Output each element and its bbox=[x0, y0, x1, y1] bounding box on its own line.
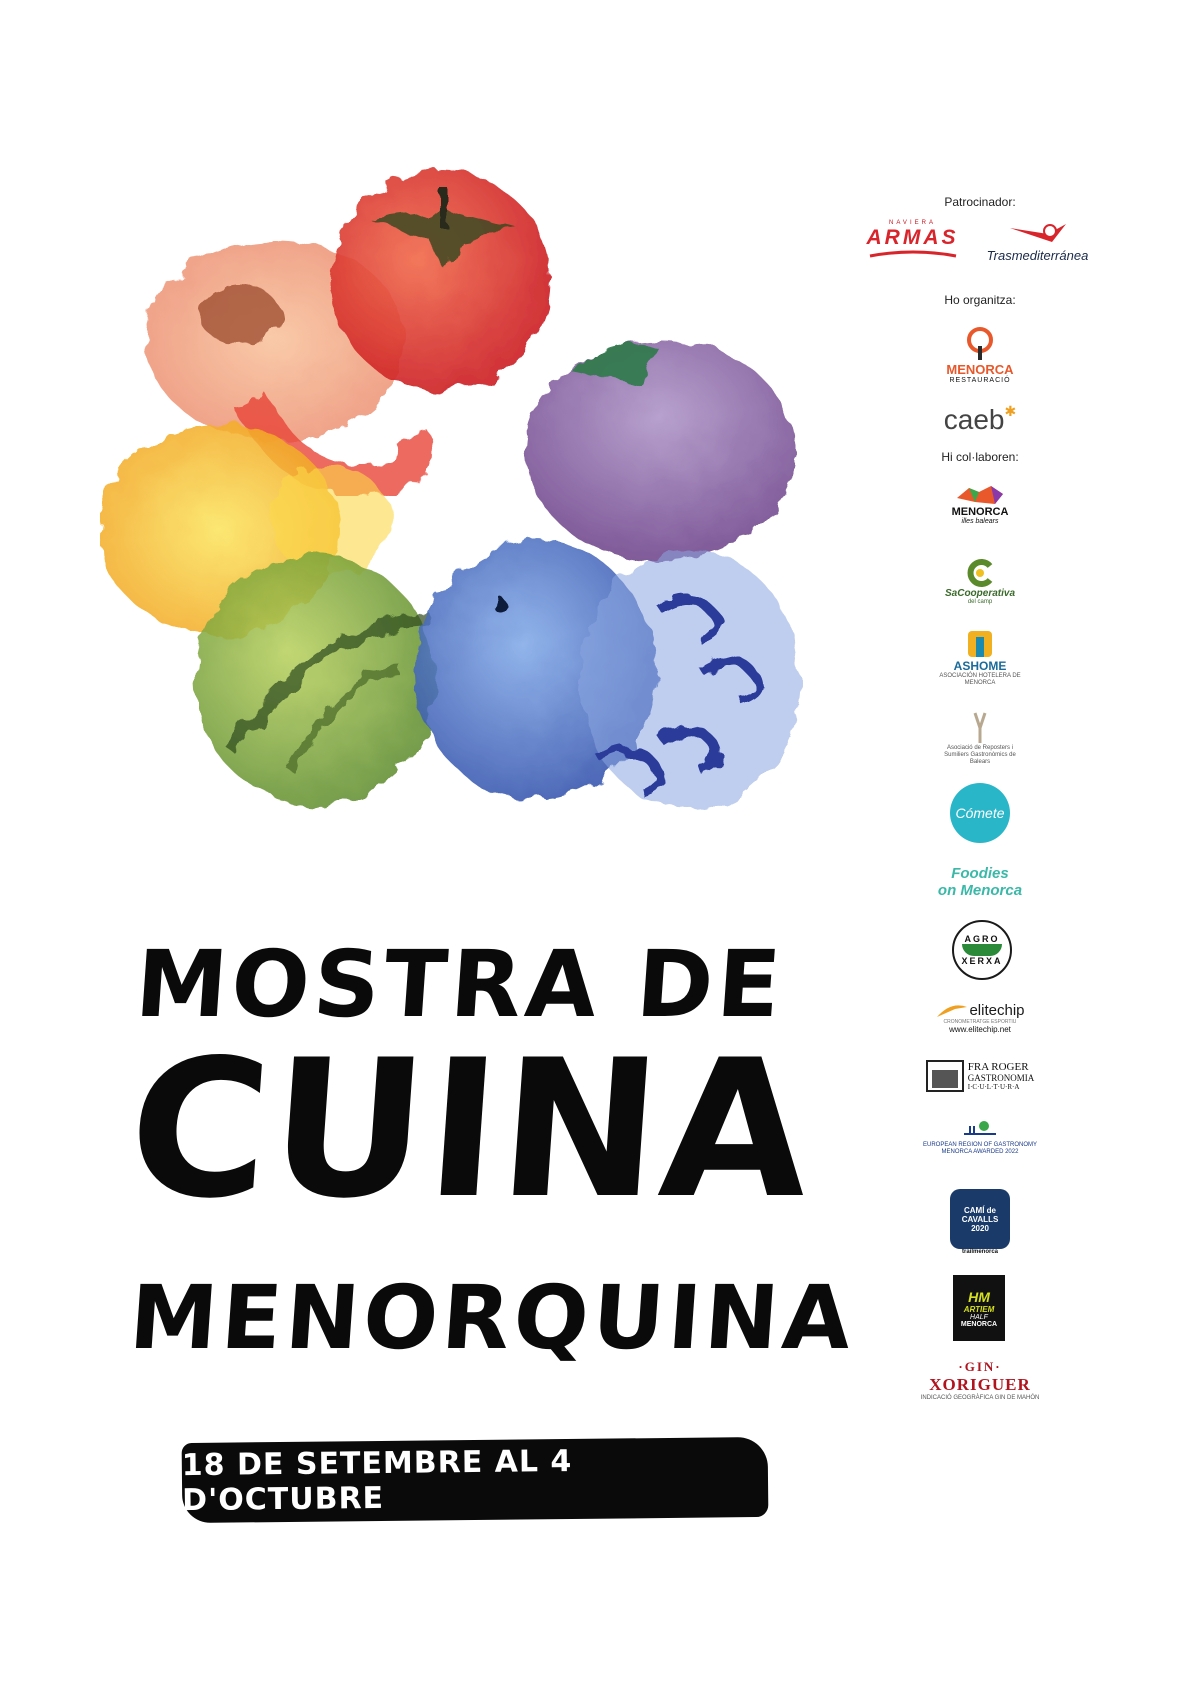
foodies-logo bbox=[920, 857, 1040, 907]
gin-sub: INDICACIÓ GEOGRÀFICA GIN DE MAHÓN bbox=[920, 1394, 1040, 1401]
comete-logo bbox=[950, 783, 1010, 843]
elitechip-swoosh-icon bbox=[935, 1003, 969, 1019]
agroxerxa-field-icon bbox=[962, 944, 1002, 956]
cami-name: CAMÍ de CAVALLS bbox=[961, 1205, 999, 1224]
cooperativa-c-icon bbox=[965, 558, 995, 588]
headline-line-1: MOSTRA DE bbox=[132, 931, 788, 1038]
gin-top: ·GIN· bbox=[958, 1358, 1002, 1374]
cooperativa-name: SaCooperativa bbox=[944, 587, 1016, 599]
agroxerxa-bottom: XERXA bbox=[961, 956, 1003, 966]
cami-year: 2020 bbox=[971, 1223, 989, 1233]
fra-roger-line1: FRA ROGER bbox=[967, 1061, 1029, 1073]
menorca-rest-sub: RESTAURACIÓ bbox=[949, 377, 1011, 384]
headline-line-2: CUINA bbox=[122, 1019, 819, 1240]
comete-name: Cómete bbox=[955, 805, 1005, 821]
reposteros-name: Asociació de Reposters i Sumiliers Gastronòmics de Balears bbox=[944, 744, 1016, 765]
menorca-illes-sub: illes balears bbox=[961, 517, 999, 525]
date-banner bbox=[182, 1437, 769, 1523]
octopus-shape bbox=[580, 550, 800, 810]
menorca-island-icon bbox=[955, 484, 1005, 506]
elitechip-url: www.elitechip.net bbox=[949, 1025, 1011, 1034]
artiem-half-menorca-logo bbox=[953, 1275, 1005, 1341]
menorca-illes-balears-logo bbox=[930, 473, 1030, 535]
fra-roger-logo bbox=[910, 1055, 1050, 1097]
ashome-sub: ASOCIACIÓN HOTELERA DE MENORCA bbox=[939, 673, 1021, 686]
european-line2: MENORCA AWARDED 2022 bbox=[941, 1149, 1019, 1155]
gastronomy-fork-icon bbox=[960, 1120, 1000, 1142]
ashome-name: ASHOME bbox=[953, 659, 1007, 673]
caeb-name: caeb bbox=[943, 404, 1005, 435]
menorca-illes-name: MENORCA bbox=[951, 505, 1009, 518]
tomato-shape bbox=[330, 170, 550, 390]
date-banner-text: 18 DE SETEMBRE AL 4 D'OCTUBRE bbox=[181, 1443, 573, 1519]
european-line1: EUROPEAN REGION OF GASTRONOMY bbox=[922, 1142, 1037, 1148]
watercolor-food-illustration bbox=[100, 150, 860, 870]
cami-de-cavalls-logo bbox=[945, 1185, 1015, 1259]
cami-sub: trailmenorca bbox=[961, 1249, 998, 1255]
gin-xoriguer-logo bbox=[910, 1355, 1050, 1405]
spoon-icon bbox=[962, 326, 998, 362]
armas-wave-icon bbox=[868, 250, 958, 260]
elitechip-name: elitechip bbox=[969, 1002, 1025, 1019]
fra-roger-line3: I·C·U·L·T·U·R·A bbox=[967, 1083, 1020, 1091]
ashome-building-icon bbox=[966, 629, 994, 659]
elitechip-row bbox=[935, 1002, 1024, 1019]
ashome-logo bbox=[930, 627, 1030, 689]
gin-name: XORIGUER bbox=[929, 1374, 1031, 1394]
artiem-menorca: MENORCA bbox=[960, 1320, 998, 1328]
olive-shape bbox=[195, 555, 435, 805]
caeb-logo bbox=[930, 400, 1030, 440]
reposteros-logo bbox=[930, 707, 1030, 769]
european-region-logo bbox=[910, 1113, 1050, 1163]
armas-logo bbox=[855, 215, 970, 265]
cami-badge bbox=[950, 1189, 1010, 1249]
patron-label: Patrocinador: bbox=[944, 195, 1016, 209]
menorca-rest-name: MENORCA bbox=[946, 362, 1014, 377]
reposteros-icon bbox=[969, 711, 991, 745]
trasmediterranea-logo bbox=[970, 213, 1105, 269]
eggplant-shape bbox=[525, 340, 795, 560]
trasmed-wing-icon bbox=[1008, 220, 1068, 248]
artiem-hm: HM bbox=[968, 1288, 990, 1305]
foodies-line1: Foodies bbox=[951, 865, 1009, 882]
armas-small: NAVIERA bbox=[889, 220, 936, 226]
organizer-label: Ho organitza: bbox=[944, 293, 1016, 307]
menorca-restauracio-logo bbox=[930, 321, 1030, 389]
sacooperativa-logo bbox=[930, 550, 1030, 612]
agroxerxa-logo bbox=[952, 920, 1012, 980]
caeb-star-icon: ✱ bbox=[1004, 402, 1017, 419]
headline-line-3: MENORQUINA bbox=[126, 1266, 859, 1369]
elitechip-sub: CRONOMETRATGE ESPORTIU bbox=[943, 1019, 1017, 1025]
armas-name: ARMAS bbox=[866, 226, 959, 249]
foodies-line2: on Menorca bbox=[937, 882, 1023, 899]
fra-roger-text bbox=[968, 1061, 1035, 1091]
cooperativa-sub: del camp bbox=[967, 598, 993, 605]
trasmed-name: Trasmediterránea bbox=[986, 247, 1089, 263]
artiem-half: HALF bbox=[970, 1313, 988, 1321]
collaborator-label: Hi col·laboren: bbox=[941, 450, 1019, 464]
agroxerxa-top: AGRO bbox=[964, 934, 1000, 944]
fra-roger-building-icon bbox=[926, 1060, 964, 1092]
artiem-name: ARTIEM bbox=[963, 1304, 995, 1314]
fra-roger-line2: GASTRONOMIA bbox=[967, 1073, 1035, 1083]
elitechip-logo bbox=[910, 997, 1050, 1039]
